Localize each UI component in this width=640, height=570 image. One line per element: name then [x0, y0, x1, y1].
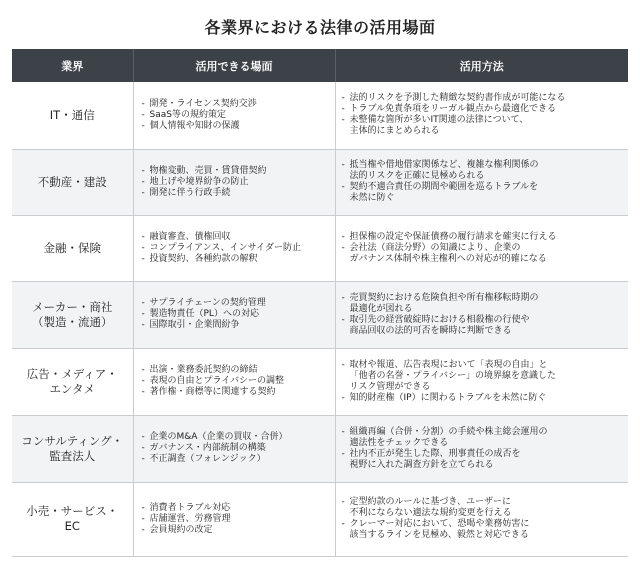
- industry-cell: [12, 149, 133, 215]
- methods-cell: [335, 348, 628, 415]
- method-item: - 組織再編（合併・分割）の手続や株主総会運用の 適法性をチェックできる: [342, 427, 625, 449]
- scenes-cell: [133, 215, 335, 281]
- table-row: [12, 82, 628, 149]
- table-row: [12, 281, 628, 348]
- industry-label: IT・通信: [49, 107, 95, 122]
- method-item: - 法的リスクを予測した精緻な契約書作成が可能になる: [342, 93, 625, 104]
- methods-list: [342, 232, 625, 265]
- scenes-list: [142, 432, 329, 465]
- method-item: - 担保権の設定や保証債務の履行請求を確実に行える: [342, 232, 625, 243]
- methods-list: [342, 360, 625, 404]
- industry-label: 監査法人: [49, 448, 96, 463]
- page-title: 各業界における法律の活用場面: [204, 18, 436, 37]
- methods-cell: [335, 482, 628, 556]
- industry-law-table: [12, 49, 628, 557]
- scenes-list: [142, 99, 329, 132]
- scenes-list: [142, 298, 329, 331]
- header-industry: 業界: [12, 49, 133, 82]
- methods-list: [342, 497, 625, 541]
- methods-cell: [335, 281, 628, 348]
- table-body: [12, 82, 628, 556]
- methods-cell: [335, 415, 628, 482]
- industry-label: （製造・流通）: [32, 314, 113, 329]
- scenes-list: [142, 232, 329, 265]
- industry-cell: [12, 215, 133, 281]
- scene-item: - サプライチェーンの契約管理: [142, 298, 329, 309]
- scene-item: - 地上げや境界紛争の防止: [142, 177, 329, 188]
- scene-item: - 個人情報や知財の保護: [142, 121, 329, 132]
- scenes-list: [142, 365, 329, 398]
- industry-label: 金融・保険: [43, 240, 101, 255]
- industry-cell: [12, 82, 133, 149]
- scene-item: - 表現の自由とプライバシーの調整: [142, 376, 329, 387]
- table-row: [12, 215, 628, 281]
- method-item: - 定型約款のルールに基づき、ユーザーに 不利にならない適法な規約変更を行える: [342, 497, 625, 519]
- method-item: - クレーマー対応において、恐喝や業務妨害に 該当するラインを見極め、毅然と対応できる: [342, 519, 625, 541]
- scene-item: - 消費者トラブル対応: [142, 503, 329, 514]
- scenes-cell: [133, 149, 335, 215]
- methods-cell: [335, 82, 628, 149]
- scene-item: - 企業のM&A（企業の買収・合併）: [142, 432, 329, 443]
- scenes-list: [142, 503, 329, 536]
- scene-item: - 投資契約、各種約款の解釈: [142, 254, 329, 265]
- industry-label: 広告・メディア・: [26, 366, 118, 381]
- scene-item: - コンプライアンス、インサイダー防止: [142, 243, 329, 254]
- scenes-cell: [133, 82, 335, 149]
- methods-list: [342, 93, 625, 137]
- scene-item: - 著作権・商標等に関連する契約: [142, 387, 329, 398]
- method-item: - 売買契約における危険負担や所有権移転時期の 最適化が図れる: [342, 293, 625, 315]
- method-item: - 取引先の経営破綻時における相殺権の行使や 商品回収の法的可否を瞬時に判断できる: [342, 315, 625, 337]
- industry-cell: [12, 348, 133, 415]
- method-item: - 契約不適合責任の期間や範囲を巡るトラブルを 未然に防ぐ: [342, 182, 625, 204]
- methods-list: [342, 160, 625, 204]
- method-item: - 抵当権や借地借家関係など、複雑な権利関係の 法的リスクを正確に見極められる: [342, 160, 625, 182]
- methods-cell: [335, 215, 628, 281]
- header-methods: 活用方法: [335, 49, 628, 82]
- industry-label: メーカー・商社: [32, 299, 113, 314]
- scene-item: - 店舗運営、労務管理: [142, 514, 329, 525]
- header-scenes: 活用できる場面: [133, 49, 335, 82]
- table-header-row: [12, 49, 628, 82]
- method-item: - 会社法（商法分野）の知識により、企業の ガバナンス体制や株主権利への対応が的確になる: [342, 243, 625, 265]
- industry-label: 不動産・建設: [37, 174, 107, 189]
- method-item: - 未整備な箇所が多いIT関連の法律について、 主体的にまとめられる: [342, 115, 625, 137]
- scene-item: - 出演・業務委託契約の締結: [142, 365, 329, 376]
- industry-cell: [12, 415, 133, 482]
- scene-item: - 融資審査、債権回収: [142, 232, 329, 243]
- scenes-cell: [133, 415, 335, 482]
- scene-item: - ガバナンス・内部統制の構築: [142, 443, 329, 454]
- table-row: [12, 415, 628, 482]
- method-item: - トラブル免責条項をリーガル観点から最適化できる: [342, 104, 625, 115]
- scene-item: - SaaS等の規約策定: [142, 110, 329, 121]
- industry-label: エンタメ: [49, 381, 96, 396]
- table-row: [12, 482, 628, 556]
- method-item: - 取材や報道、広告表現において「表現の自由」と 「他者の名誉・プライバシー」の境界線を意識した リスク管理ができる: [342, 360, 625, 393]
- industry-label: EC: [64, 519, 80, 533]
- method-item: - 知的財産権（IP）に関わるトラブルを未然に防ぐ: [342, 393, 625, 404]
- scene-item: - 開発に伴う行政手続: [142, 188, 329, 199]
- scene-item: - 製造物責任（PL）への対応: [142, 309, 329, 320]
- industry-cell: [12, 281, 133, 348]
- scenes-cell: [133, 482, 335, 556]
- table-row: [12, 149, 628, 215]
- scene-item: - 国際取引・企業間紛争: [142, 320, 329, 331]
- table-row: [12, 348, 628, 415]
- scene-item: - 開発・ライセンス契約交渉: [142, 99, 329, 110]
- scenes-list: [142, 166, 329, 199]
- scenes-cell: [133, 281, 335, 348]
- industry-label: コンサルティング・: [21, 433, 124, 448]
- methods-list: [342, 293, 625, 337]
- methods-list: [342, 427, 625, 471]
- industry-cell: [12, 482, 133, 556]
- scene-item: - 会員規約の改定: [142, 525, 329, 536]
- methods-cell: [335, 149, 628, 215]
- scene-item: - 物権変動、売買・賃貸借契約: [142, 166, 329, 177]
- scene-item: - 不正調査（フォレンジック）: [142, 454, 329, 465]
- method-item: - 社内不正が発生した際、刑事責任の成否を 視野に入れた調査方針を立てられる: [342, 449, 625, 471]
- industry-label: 小売・サービス・: [26, 504, 119, 518]
- scenes-cell: [133, 348, 335, 415]
